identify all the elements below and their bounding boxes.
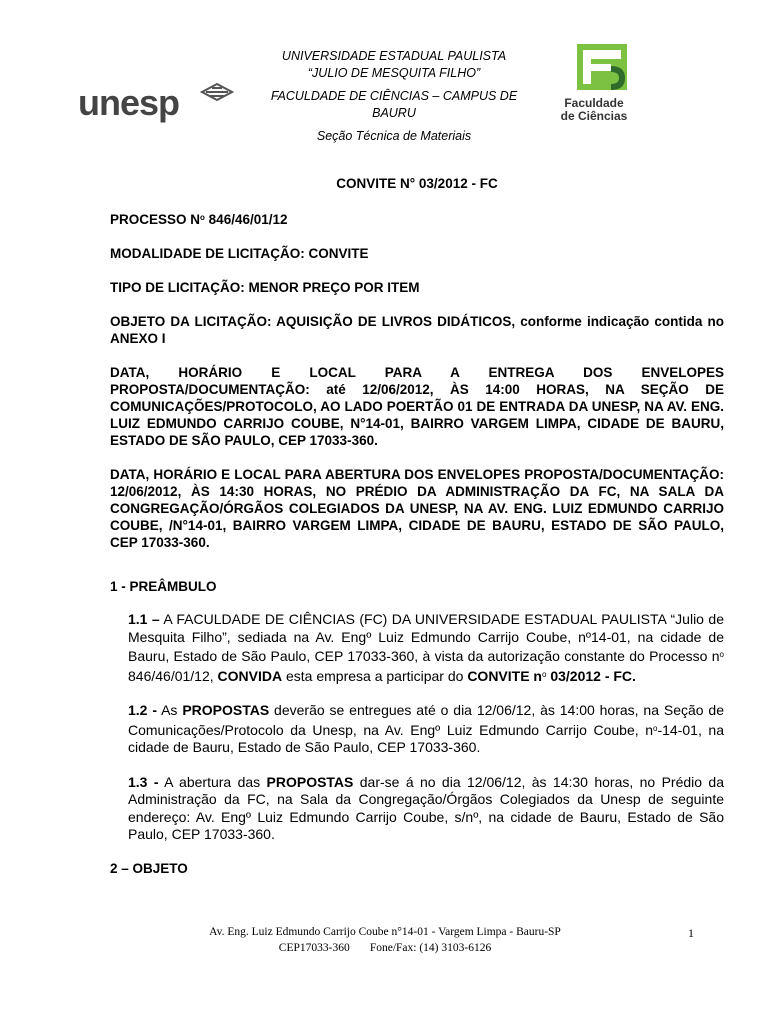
fc-logo-line-2: de Ciências [560,109,628,123]
fc-emblem-icon [577,44,627,90]
footer-address: Av. Eng. Luiz Edmundo Carrijo Coube n°14-01 - Vargem Limpa - Bauru-SP [209,926,561,938]
university-line-1: UNIVERSIDADE ESTADUAL PAULISTA [281,49,507,63]
paragraph-1-2: 1.2 - As PROPOSTAS deverão se entregues até o dia 12/06/12, às 14:00 horas, na Seção de Comunicações/Protocolo da Unesp, na Av. Engº Luiz Edmundo Carrijo Coube, $n^o-14-01$, na cidade de Bauru, Estado de São Paulo, CEP 17033-360. [128,702,724,755]
section-name: Seção Técnica de Materiais [316,129,472,143]
document-body [110,176,724,876]
fc-logo-line-1: Faculdade [564,96,624,110]
header-institution [254,48,534,145]
paragraph-1-1: 1.1 – A FACULDADE DE CIÊNCIAS (FC) DA UNIVERSIDADE ESTADUAL PAULISTA “Julio de Mesquita Filho”, sediada na Av. Engº Luiz Edmundo Carrijo Coube, nº14-01, na cidade de Bauru, Estado de São Paulo, CEP 17033-360, à vista da autorização constante do Processo $n^o$ 846/46/01/12, CONVIDA esta empresa a participar do CONVITE $n^o$ 03/2012 - FC. [128,611,724,684]
section-2-heading: 2 – OBJETO [110,860,188,876]
unesp-emblem-icon [200,82,234,106]
unesp-wordmark: unesp [78,82,180,123]
entrega-paragraph: DATA, HORÁRIO E LOCAL PARA A ENTREGA DOS ENVELOPES PROPOSTA/DOCUMENTAÇÃO: até 12/06/2012, ÀS 14:00 HORAS, NA SEÇÃO DE COMUNICAÇÕES/PROTOCOLO, AO LADO POERTÃO 01 DE ENTRADA DA UNESP, NA AV. ENG. LUIZ EDMUNDO CARRIJO COUBE, N°14-01, BAIRRO VARGEM LIMPA, CIDADE DE BAURU, ESTADO DE SÃO PAULO, CEP 17033-360. [110,365,724,448]
page-number: 1 [688,926,694,940]
processo-line: PROCESSO $N^o$ 846/46/01/12 [110,212,288,227]
unesp-logo [78,80,238,126]
paragraph-1-3: 1.3 - A abertura das PROPOSTAS dar-se á no dia 12/06/12, às 14:30 horas, no Prédio da Administração da FC, na Sala da Congregação/Órgãos Colegiados da Unesp de seguinte endereço: Av. Engº Luiz Edmundo Carrijo Coube, s/nº, na cidade de Bauru, Estado de São Paulo, CEP 17033-360. [128,773,724,842]
tipo-line: TIPO DE LICITAÇÃO: MENOR PREÇO POR ITEM [110,280,420,295]
faculty-line-2: BAURU [372,106,416,120]
objeto-line: OBJETO DA LICITAÇÃO: AQUISIÇÃO DE LIVROS DIDÁTICOS, conforme indicação contida no ANEXO I [110,314,724,346]
document-title: CONVITE N° 03/2012 - FC [336,176,498,191]
footer-contact: CEP17033-360 Fone/Fax: (14) 3103-6126 [278,942,492,954]
page-footer [180,924,590,956]
faculty-line-1: FACULDADE DE CIÊNCIAS – CAMPUS DE [270,89,518,103]
abertura-paragraph: DATA, HORÁRIO E LOCAL PARA ABERTURA DOS ENVELOPES PROPOSTA/DOCUMENTAÇÃO: 12/06/2012, ÀS 14:30 HORAS, NO PRÉDIO DA ADMINISTRAÇÃO DA FC, NA SALA DA CONGREGAÇÃO/ÓRGÃOS COLEGIADOS DA UNESP, NA AV. ENG. LUIZ EDMUNDO CARRIJO COUBE, /N°14-01, BAIRRO VARGEM LIMPA, CIDADE DE BAURU, ESTADO DE SÃO PAULO, CEP 17033-360. [110,467,724,550]
fc-logo [553,44,635,123]
modalidade-line: MODALIDADE DE LICITAÇÃO: CONVITE [110,246,369,261]
section-1-heading: 1 - PREÂMBULO [110,579,217,594]
university-line-2: “JULIO DE MESQUITA FILHO” [307,66,481,80]
